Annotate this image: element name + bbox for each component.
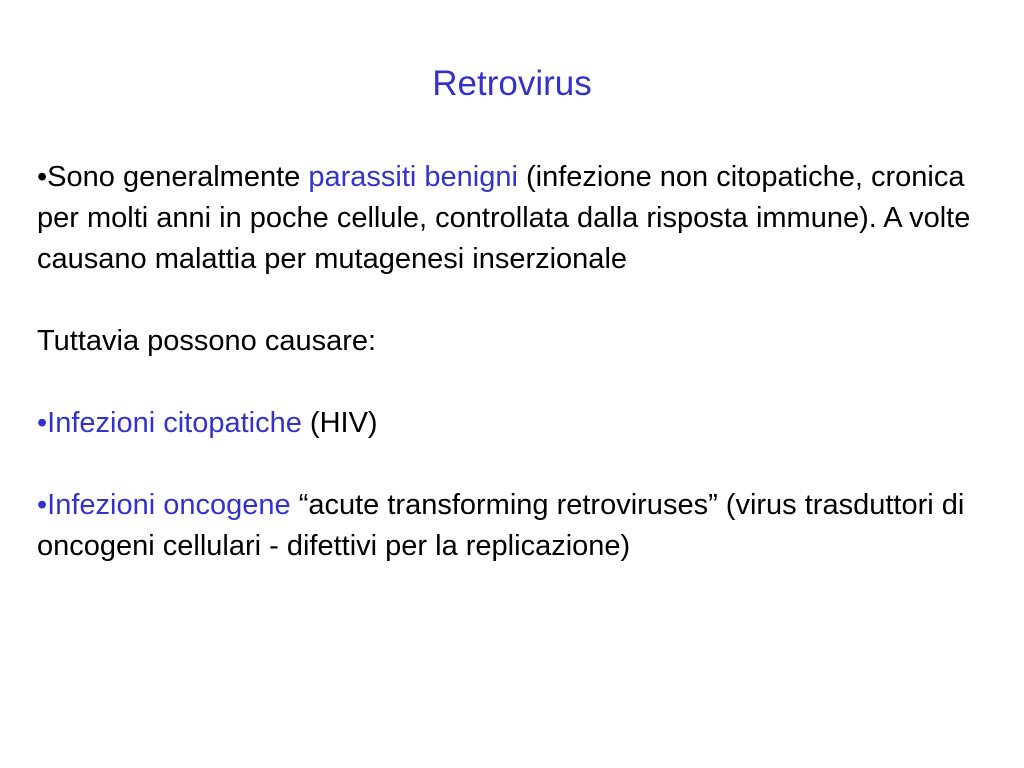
highlight-infezioni-oncogene: Infezioni oncogene <box>47 489 291 521</box>
bullet: • <box>37 489 48 521</box>
slide-body <box>37 157 997 567</box>
slide-title: Retrovirus <box>432 64 592 103</box>
spacer <box>37 444 997 485</box>
paragraph-oncogenic-infections <box>37 485 997 567</box>
highlight-infezioni-citopatiche: Infezioni citopatiche <box>47 407 302 439</box>
paragraph-rest: (HIV) <box>301 407 378 439</box>
paragraph-rest: (infezione non citopatiche, cronica per molti anni in poche cellule, controllata dalla risposta immune). A volte causano malattia per mutagenesi inserzionale <box>37 161 971 275</box>
bullet: • <box>37 161 48 193</box>
paragraph-benign-parasites <box>37 157 997 280</box>
spacer <box>37 362 997 403</box>
paragraph-cytopathic-infections <box>37 403 997 444</box>
paragraph-rest: “acute transforming retroviruses” (virus trasduttori di oncogeni cellulari - difettivi per la replicazione) <box>37 489 965 562</box>
paragraph-lead: Sono generalmente <box>47 161 309 193</box>
bullet: • <box>37 407 48 439</box>
spacer <box>37 280 997 321</box>
paragraph-however: Tuttavia possono causare: <box>37 325 377 357</box>
highlight-parassiti-benigni: parassiti benigni <box>308 161 518 193</box>
